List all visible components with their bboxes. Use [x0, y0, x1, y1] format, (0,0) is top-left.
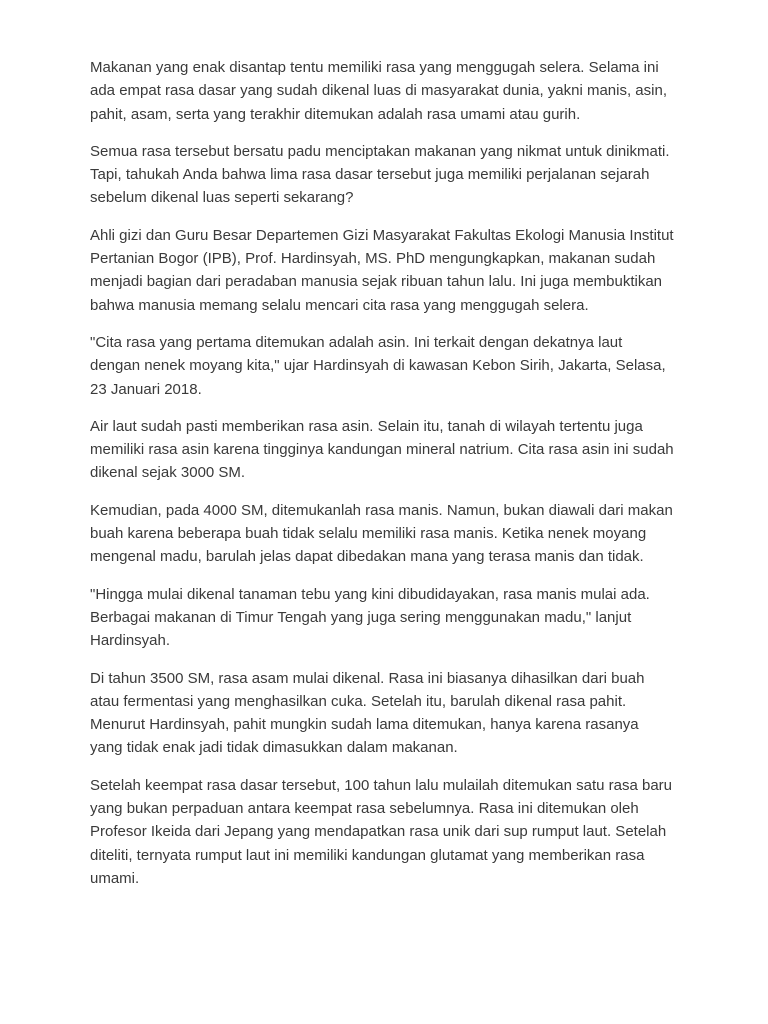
paragraph-line: Berbagai makanan di Timur Tengah yang juga sering menggunakan madu," lanjut	[90, 608, 632, 626]
paragraph-line: memiliki rasa asin karena tingginya kandungan mineral natrium. Cita rasa asin ini sudah	[90, 441, 674, 459]
paragraph-line: pahit, asam, serta yang terakhir ditemukan adalah rasa umami atau gurih.	[90, 105, 581, 123]
article-paragraph	[90, 583, 680, 653]
paragraph-line: ada empat rasa dasar yang sudah dikenal luas di masyarakat dunia, yakni manis, asin,	[90, 82, 667, 100]
article-paragraph	[90, 140, 680, 210]
article-paragraph	[90, 415, 680, 485]
article-body	[90, 56, 680, 890]
paragraph-line: Ahli gizi dan Guru Besar Departemen Gizi Masyarakat Fakultas Ekologi Manusia Institut	[90, 226, 674, 244]
article-paragraph	[90, 667, 680, 760]
paragraph-line: mengenal madu, barulah jelas dapat dibedakan mana yang terasa manis dan tidak.	[90, 548, 644, 566]
paragraph-line: Tapi, tahukah Anda bahwa lima rasa dasar tersebut juga memiliki perjalanan sejarah	[90, 166, 650, 184]
paragraph-line: Profesor Ikeida dari Jepang yang mendapatkan rasa unik dari sup rumput laut. Setelah	[90, 823, 667, 841]
paragraph-line: bahwa manusia memang selalu mencari cita rasa yang menggugah selera.	[90, 296, 589, 314]
paragraph-line: Di tahun 3500 SM, rasa asam mulai dikenal. Rasa ini biasanya dihasilkan dari buah	[90, 669, 645, 687]
paragraph-line: diteliti, ternyata rumput laut ini memiliki kandungan glutamat yang memberikan rasa	[90, 846, 645, 864]
paragraph-line: buah karena beberapa buah tidak selalu memiliki rasa manis. Ketika nenek moyang	[90, 525, 647, 543]
paragraph-line: "Hingga mulai dikenal tanaman tebu yang kini dibudidayakan, rasa manis mulai ada.	[90, 585, 650, 603]
paragraph-line: dengan nenek moyang kita," ujar Hardinsyah di kawasan Kebon Sirih, Jakarta, Selasa,	[90, 357, 666, 375]
paragraph-line: "Cita rasa yang pertama ditemukan adalah asin. Ini terkait dengan dekatnya laut	[90, 333, 623, 351]
paragraph-line: dikenal sejak 3000 SM.	[90, 464, 246, 482]
article-paragraph	[90, 224, 680, 317]
article-paragraph	[90, 499, 680, 569]
article-paragraph	[90, 774, 680, 890]
article-paragraph	[90, 56, 680, 126]
paragraph-line: Pertanian Bogor (IPB), Prof. Hardinsyah, MS. PhD mengungkapkan, makanan sudah	[90, 250, 656, 268]
paragraph-line: yang tidak enak jadi tidak dimasukkan dalam makanan.	[90, 739, 458, 757]
paragraph-line: yang bukan perpaduan antara keempat rasa sebelumnya. Rasa ini ditemukan oleh	[90, 800, 639, 818]
paragraph-line: Setelah keempat rasa dasar tersebut, 100 tahun lalu mulailah ditemukan satu rasa baru	[90, 776, 673, 794]
paragraph-line: 23 Januari 2018.	[90, 380, 202, 398]
paragraph-line: Kemudian, pada 4000 SM, ditemukanlah rasa manis. Namun, bukan diawali dari makan	[90, 501, 673, 519]
paragraph-line: Semua rasa tersebut bersatu padu menciptakan makanan yang nikmat untuk dinikmati.	[90, 142, 670, 160]
paragraph-line: atau fermentasi yang menghasilkan cuka. Setelah itu, barulah dikenal rasa pahit.	[90, 692, 627, 710]
paragraph-line: menjadi bagian dari peradaban manusia sejak ribuan tahun lalu. Ini juga membuktikan	[90, 273, 663, 291]
paragraph-line: umami.	[90, 869, 140, 887]
paragraph-line: Hardinsyah.	[90, 632, 171, 650]
paragraph-line: Air laut sudah pasti memberikan rasa asin. Selain itu, tanah di wilayah tertentu juga	[90, 417, 643, 435]
article-paragraph	[90, 331, 680, 401]
paragraph-line: Makanan yang enak disantap tentu memiliki rasa yang menggugah selera. Selama ini	[90, 59, 659, 76]
paragraph-line: Menurut Hardinsyah, pahit mungkin sudah lama ditemukan, hanya karena rasanya	[90, 716, 639, 734]
paragraph-line: sebelum dikenal luas seperti sekarang?	[90, 189, 354, 207]
